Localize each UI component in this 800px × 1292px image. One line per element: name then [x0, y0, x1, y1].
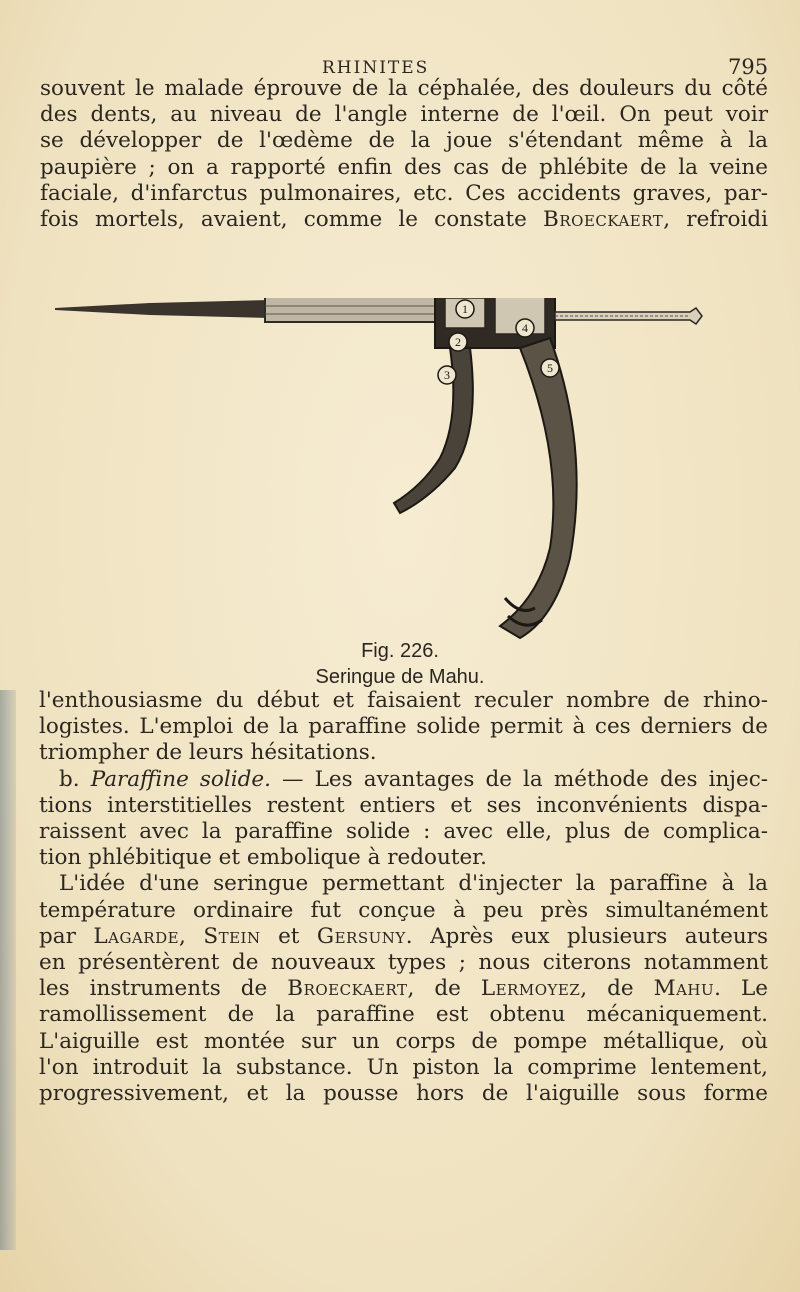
author-name: Gersuny [316, 923, 406, 949]
text-span: , de [407, 976, 481, 1002]
figure-number: Fig. 226. [361, 640, 439, 662]
fixed-handle [394, 348, 473, 513]
text-span: , [179, 923, 204, 949]
text-span: — Les avantages de la méthode des injec- [270, 766, 769, 792]
text-line: ramollissement de la paraffine est obtenu mécaniquement. [39, 1002, 768, 1028]
text-line: l'enthousiasme du début et faisaient reculer nombre de rhino- [39, 688, 768, 713]
text-span: . Le [714, 976, 768, 1002]
text-line: triompher de leurs hésitations. [39, 740, 377, 766]
text-line: raissent avec la paraffine solide : avec elle, plus de complica- [39, 819, 768, 845]
text-span: par [39, 923, 94, 949]
text-line: l'on introduit la substance. Un piston la comprime lentement, [39, 1054, 768, 1080]
section-heading: Paraffine solide. [90, 766, 271, 792]
text-span: , refroidi [663, 207, 768, 233]
syringe-illustration [50, 298, 750, 643]
text-line: souvent le malade éprouve de la céphalée, des douleurs du côté [40, 76, 768, 101]
author-name: Lagarde [93, 923, 180, 949]
figure-caption: Seringue de Mahu. [315, 666, 485, 688]
text-line [40, 207, 768, 233]
part-label: 1 [462, 302, 468, 316]
author-name: Broeckaert [287, 976, 408, 1002]
text-line: des dents, au niveau de l'angle interne de l'œil. On peut voir [40, 102, 768, 128]
text-span: les instruments de [39, 976, 288, 1002]
text-line [39, 976, 768, 1002]
text-line: logistes. L'emploi de la paraffine solide permit à ces derniers de [39, 714, 768, 740]
binding-edge [0, 690, 16, 1250]
text-line [39, 767, 768, 793]
text-span: , de [580, 976, 654, 1002]
text-span: fois mortels, avaient, comme le constate [40, 207, 544, 233]
text-line: se développer de l'œdème de la joue s'étendant même à la [40, 128, 768, 154]
text-line: L'idée d'une seringue permettant d'injecter la paraffine à la [59, 871, 768, 897]
text-line: faciale, d'infarctus pulmonaires, etc. Ces accidents graves, par- [40, 180, 768, 206]
text-line: température ordinaire fut conçue à peu près simultanément [39, 897, 768, 923]
text-span: b. [59, 766, 91, 792]
part-label: 4 [522, 321, 528, 335]
part-label: 5 [547, 361, 553, 375]
paragraph-bottom [39, 688, 768, 1107]
paragraph-top [40, 76, 768, 233]
author-name: Stein [203, 923, 261, 949]
author-name: Broeckaert [543, 207, 664, 233]
syringe-barrel [265, 298, 435, 322]
figure-syringe [50, 298, 750, 643]
text-line: tions interstitielles restent entiers et ses inconvénients dispa- [39, 792, 768, 818]
author-name: Mahu [653, 976, 715, 1002]
text-line [39, 924, 768, 950]
part-label: 2 [455, 335, 461, 349]
author-name: Lermoyez [480, 976, 581, 1002]
running-title: RHINITES [322, 58, 430, 78]
text-span: . Après eux plusieurs auteurs [405, 923, 768, 949]
trigger-lever [500, 338, 577, 638]
text-line: L'aiguille est montée sur un corps de pompe métallique, où [39, 1028, 768, 1054]
text-line: progressivement, et la pousse hors de l'aiguille sous forme [39, 1081, 768, 1107]
text-line: paupière ; on a rapporté enfin des cas de phlébite de la veine [40, 154, 768, 180]
page-number: 795 [728, 55, 769, 79]
part-label: 3 [444, 368, 450, 382]
text-line: tion phlébitique et embolique à redouter. [39, 845, 487, 871]
text-span: et [260, 923, 317, 949]
text-line: en présentèrent de nouveaux types ; nous citerons notamment [39, 950, 768, 976]
syringe-needle [55, 300, 270, 318]
